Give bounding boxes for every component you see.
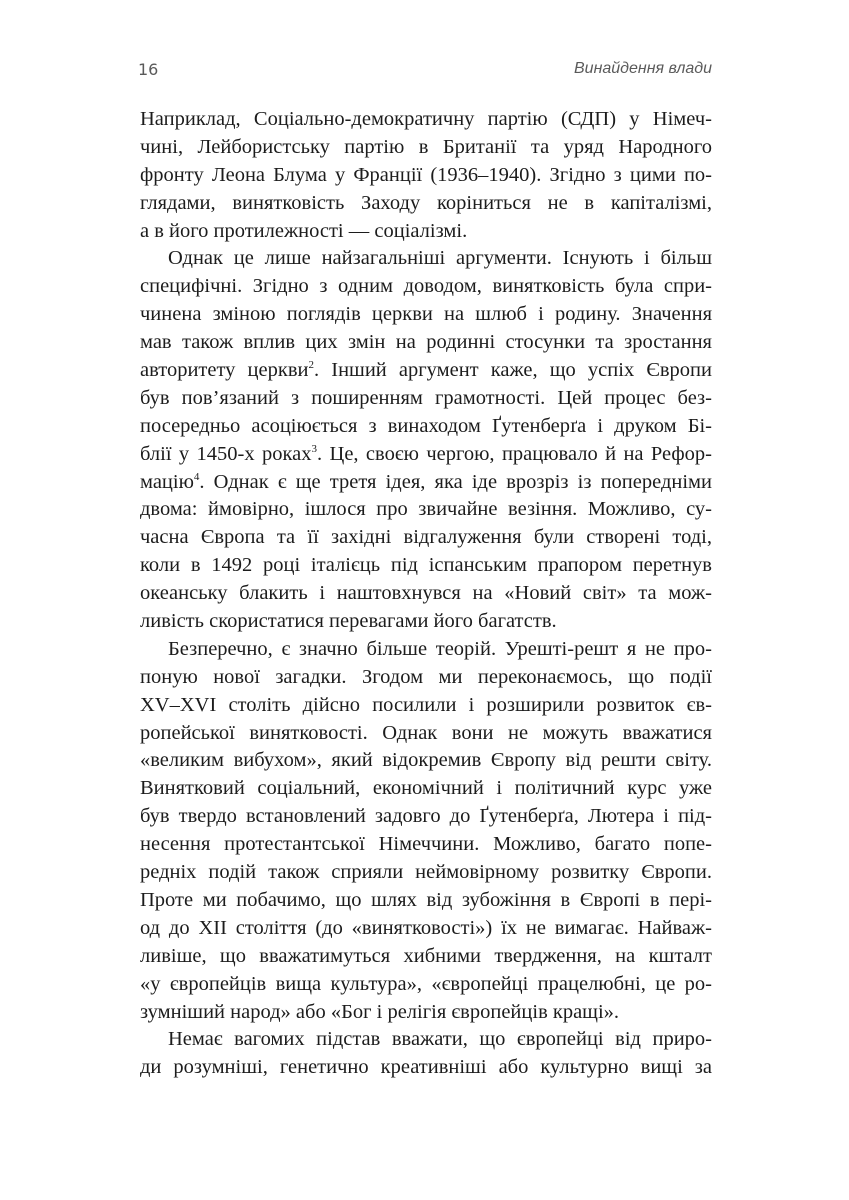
text-line: чині, Лейбористську партію в Британії та уряд Народного bbox=[140, 135, 712, 158]
text-line: Однак це лише найзагальніші аргументи. Існують і більш bbox=[168, 247, 712, 270]
line-text: мацію bbox=[140, 470, 194, 493]
text-line bbox=[140, 469, 712, 497]
text-line: Немає вагомих підстав вважати, що європейці від приро- bbox=[168, 1028, 712, 1051]
paragraph-3 bbox=[140, 636, 712, 1026]
footnote-ref-4[interactable]: 4 bbox=[193, 470, 200, 483]
paragraph-1 bbox=[140, 106, 712, 245]
text-line: посередньо асоціюється з винаходом Ґутенберґа і друком Бі- bbox=[140, 414, 712, 437]
paragraph-2 bbox=[140, 245, 712, 635]
text-line: ди розумніші, генетично креативніші або культурно вищі за bbox=[140, 1056, 712, 1079]
text-line: а в його протилежності — соціалізмі. bbox=[140, 219, 468, 242]
text-line: океанську блакить і наштовхнувся на «Новий світ» та мож- bbox=[140, 582, 712, 605]
line-text: блії у 1450-х роках bbox=[140, 442, 312, 465]
body-text bbox=[140, 106, 712, 1082]
running-title: Винайдення влади bbox=[574, 60, 712, 77]
text-line: Проте ми побачимо, що шлях від зубожіння в Європі в пері- bbox=[140, 888, 712, 911]
text-line: фронту Леона Блума у Франції (1936–1940). Згідно з цими по- bbox=[140, 163, 712, 186]
page-number: 16 bbox=[138, 60, 159, 79]
text-line: зумніший народ» або «Бог і релігія європейців кращі». bbox=[140, 1000, 620, 1023]
text-line: ропейської винятковості. Однак вони не можуть вважатися bbox=[140, 721, 712, 744]
line-text: авторитету церкви bbox=[140, 359, 309, 382]
text-line: несення протестантської Німеччини. Можливо, багато попе- bbox=[140, 833, 712, 856]
text-line: Винятковий соціальний, економічний і політичний курс уже bbox=[140, 777, 712, 800]
footnote-ref-2[interactable]: 2 bbox=[308, 359, 314, 372]
text-line: XV–XVI століть дійсно посилили і розширили розвиток єв- bbox=[140, 693, 712, 716]
text-line: ливіше, що вважатимуться хибними твердження, на кшталт bbox=[140, 944, 712, 967]
text-line: «у європейців вища культура», «європейці працелюбні, це ро- bbox=[140, 972, 712, 995]
running-header bbox=[138, 60, 712, 84]
text-line: ливість скористатися перевагами його багатств. bbox=[140, 610, 557, 633]
paragraph-4 bbox=[140, 1026, 712, 1082]
text-line: Наприклад, Соціально-демократичну партію (СДП) у Німеч- bbox=[140, 108, 712, 130]
text-line: коли в 1492 році італієць під іспанським прапором перетнув bbox=[140, 554, 712, 577]
text-line: редніх подій також сприяли неймовірному розвитку Європи. bbox=[140, 861, 712, 884]
line-text: . Це, своєю чергою, працювало й на Рефор- bbox=[317, 442, 712, 465]
text-line: глядами, винятковість Заходу коріниться не в капіталізмі, bbox=[140, 191, 712, 214]
text-line: Безперечно, є значно більше теорій. Урешті-решт я не про- bbox=[168, 637, 712, 660]
line-text: . Однак є ще третя ідея, яка іде врозріз із попередніми bbox=[199, 470, 712, 493]
text-line: був твердо встановлений задовго до Ґутенберґа, Лютера і під- bbox=[140, 805, 712, 828]
footnote-ref-3[interactable]: 3 bbox=[311, 442, 318, 455]
text-line: був пов’язаний з поширенням грамотності. Цей процес без- bbox=[140, 386, 712, 409]
text-line bbox=[140, 357, 712, 385]
text-line: мав також вплив цих змін на родинні стосунки та зростання bbox=[140, 331, 712, 354]
text-line bbox=[140, 441, 712, 469]
text-line: специфічні. Згідно з одним доводом, винятковість була спри- bbox=[140, 275, 712, 298]
text-line: «великим вибухом», який відокремив Європу від решти світу. bbox=[140, 749, 712, 772]
line-text: . Інший аргумент каже, що успіх Європи bbox=[313, 359, 712, 382]
text-line: поную нової загадки. Згодом ми переконаємось, що події bbox=[140, 665, 712, 688]
text-line: двома: ймовірно, ішлося про звичайне везіння. Можливо, су- bbox=[140, 498, 712, 521]
text-line: часна Європа та її західні відгалуження були створені тоді, bbox=[140, 526, 712, 549]
text-line: чинена зміною поглядів церкви на шлюб і родину. Значення bbox=[140, 303, 712, 326]
text-line: од до XII століття (до «винятковості») їх не вимагає. Найваж- bbox=[140, 916, 712, 939]
